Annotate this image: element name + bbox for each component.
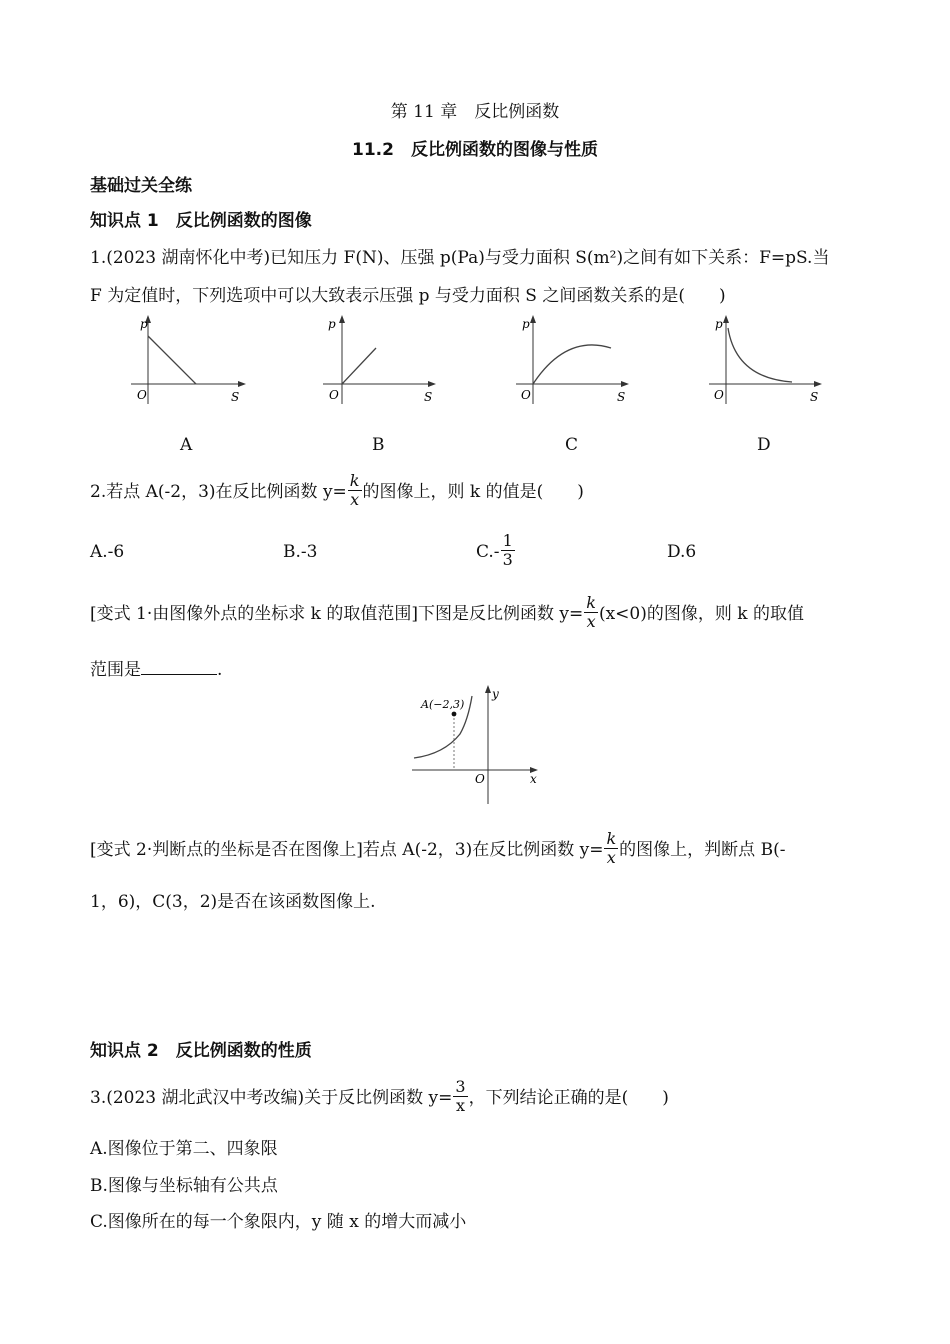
q2-option-d: D.6 [667,542,697,562]
part-heading: 基础过关全练 [90,176,192,196]
graph-a-letter: A [180,435,193,455]
graph-d-letter: D [757,435,771,455]
variant-1-line-1: [变式 1·由图像外点的坐标求 k 的取值范围]下图是反比例函数 y= $\frac{k}{x}$ (x<0)的图像，则 k 的取值 [90,593,804,631]
point-a-label: A(−2,3) [421,698,465,711]
q2-option-c-fraction: $\frac{1}{3}$ [502,531,513,569]
variant-1-fraction: $\frac{k}{x}$ [586,593,596,631]
graph-b-letter: B [372,435,385,455]
graph-b-origin: O [329,388,339,402]
graph-b-y-label: p [328,317,336,331]
variant-1-line-2: 范围是 . [90,660,223,680]
q3-option-c: C.图像所在的每一个象限内，y 随 x 的增大而减小 [90,1212,467,1232]
question-2-fraction: $\frac{k}{x}$ [349,471,360,509]
knowledge-point-2-heading: 知识点 2 反比例函数的性质 [90,1041,312,1061]
variant-1-graph [408,682,550,806]
graph-d-x-label: S [810,390,819,404]
q2-option-c: C.- $\frac{1}{3}$ [476,531,513,569]
q2-option-a: A.-6 [90,542,125,562]
question-1-line-1: 1.(2023 湖南怀化中考)已知压力 F(N)、压强 p(Pa)与受力面积 S(m²)之间有如下关系：F=pS.当 [90,248,830,268]
q3-option-a: A.图像位于第二、四象限 [90,1139,278,1159]
q3-option-b: B.图像与坐标轴有公共点 [90,1176,278,1196]
graph-a [126,312,248,407]
graph-d [704,312,826,407]
graph-b-x-label: S [424,390,433,404]
question-3: 3.(2023 湖北武汉中考改编)关于反比例函数 y= $\frac{3}{x}$ ，下列结论正确的是( ) [90,1077,669,1115]
variant-2-line-1: [变式 2·判断点的坐标是否在图像上]若点 A(-2，3)在反比例函数 y= $\frac{k}{x}$ 的图像上，判断点 B(- [90,829,786,867]
question-2 [90,472,584,512]
graph-c-origin: O [521,388,531,402]
variant-2-line-2: 1，6)，C(3，2)是否在该函数图像上. [90,892,376,912]
variant-2-fraction: $\frac{k}{x}$ [606,829,617,867]
question-2-suffix: 的图像上，则 k 的值是( ) [362,482,584,502]
graph-c-y-label: p [522,317,530,331]
graph-a-x-label: S [231,390,240,404]
graph-c [511,312,633,407]
variant-1-y-label: y [492,687,499,701]
graph-d-origin: O [714,388,724,402]
graph-d-y-label: p [715,317,723,331]
variant-1-x-label: x [530,772,537,786]
question-1-line-2: F 为定值时，下列选项中可以大致表示压强 p 与受力面积 S 之间函数关系的是( ) [90,286,726,306]
knowledge-point-1-heading: 知识点 1 反比例函数的图像 [90,211,312,231]
question-3-fraction: $\frac{3}{x}$ [455,1077,466,1115]
chapter-title: 第 11 章 反比例函数 [390,102,560,122]
answer-blank[interactable] [141,660,217,675]
graph-c-x-label: S [617,390,626,404]
graph-a-y-label: p [140,317,148,331]
graph-a-origin: O [137,388,147,402]
question-2-prefix: 2.若点 A(-2，3)在反比例函数 y= [90,482,347,502]
variant-1-origin: O [475,772,485,786]
graph-c-letter: C [565,435,579,455]
q2-option-b: B.-3 [283,542,318,562]
section-title: 11.2 反比例函数的图像与性质 [352,140,598,160]
graph-b [318,312,440,407]
